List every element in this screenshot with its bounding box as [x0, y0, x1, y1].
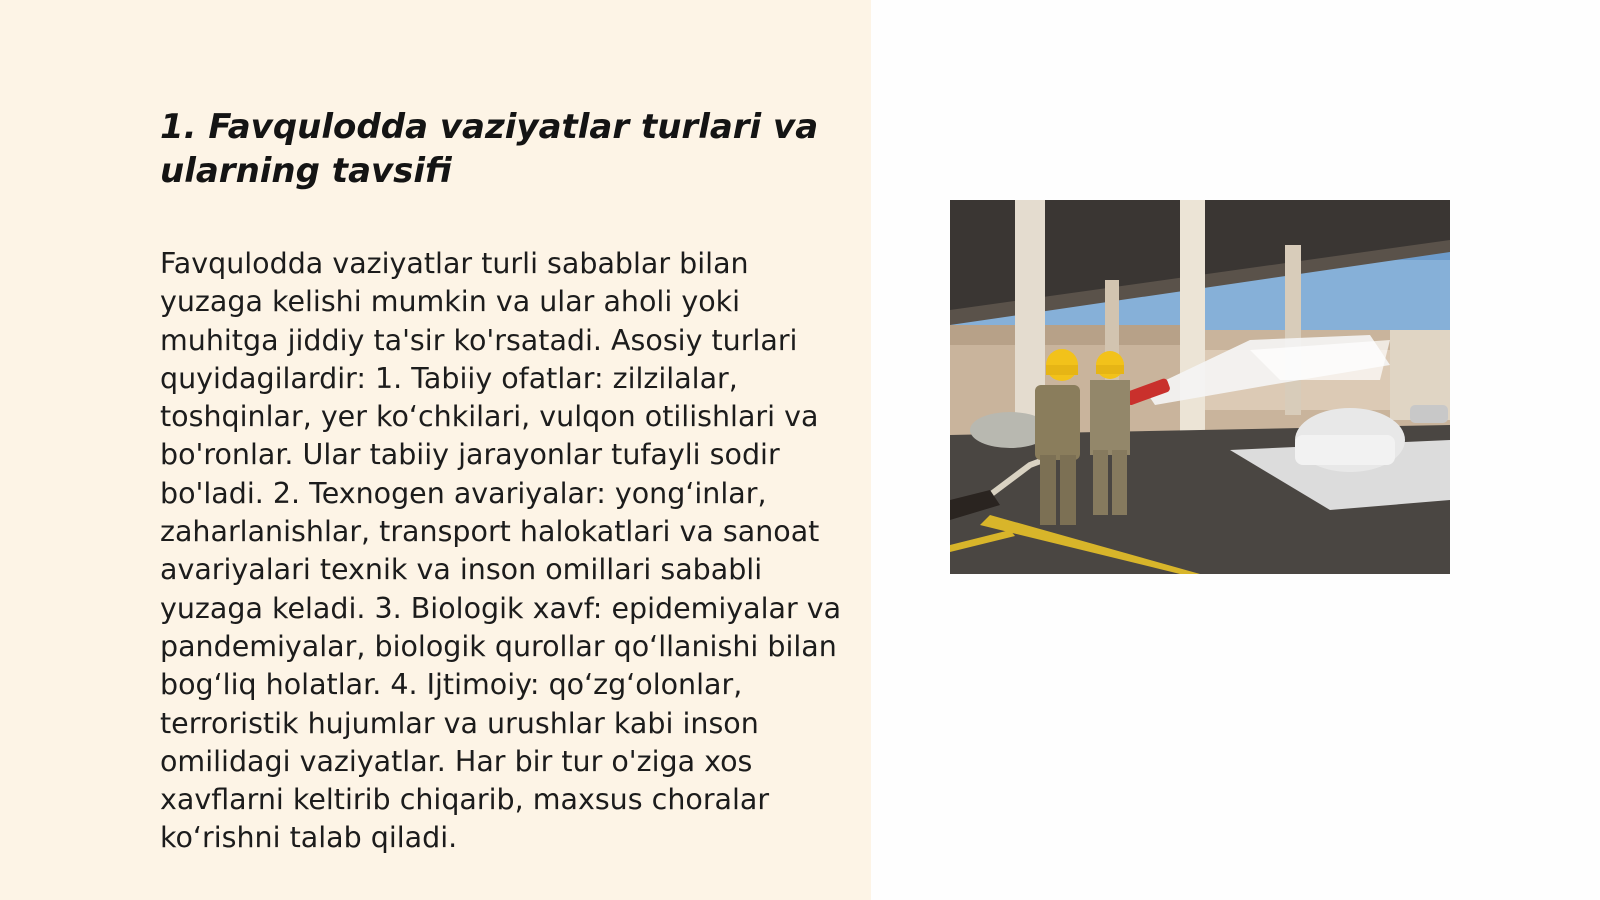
firefighter-training-photo: [950, 200, 1450, 574]
slide-title: 1. Favqulodda vaziyatlar turlari va ularning tavsifi: [160, 107, 819, 191]
photo-illustration: [950, 200, 1450, 574]
slide-body-text: Favqulodda vaziyatlar turli sabablar bilan yuzaga kelishi mumkin va ular aholi yoki muhitga jiddiy ta'sir ko'rsatadi. Asosiy turlari quyidagilardir: 1. Tabiiy ofatlar: zilzilalar, toshqinlar, yer ko‘chkilari, vulqon otilishlari va bo'ronlar. Ular tabiiy jarayonlar tufayli sodir bo'ladi. 2. Texnogen avariyalar: yong‘inlar, zaharlanishlar, transport halokatlari va sanoat avariyalari texnik va inson omillari sababli yuzaga keladi. 3. Biologik xavf: epidemiyalar va pandemiyalar, biologik qurollar qo‘llanishi bilan bog‘liq holatlar. 4. Ijtimoiy: qo‘zg‘olonlar, terroristik hujumlar va urushlar kabi inson omilidagi vaziyatlar. Har bir tur o'ziga xos xavflarni keltirib chiqarib, maxsus choralar ko‘rishni talab qiladi.: [160, 247, 842, 855]
